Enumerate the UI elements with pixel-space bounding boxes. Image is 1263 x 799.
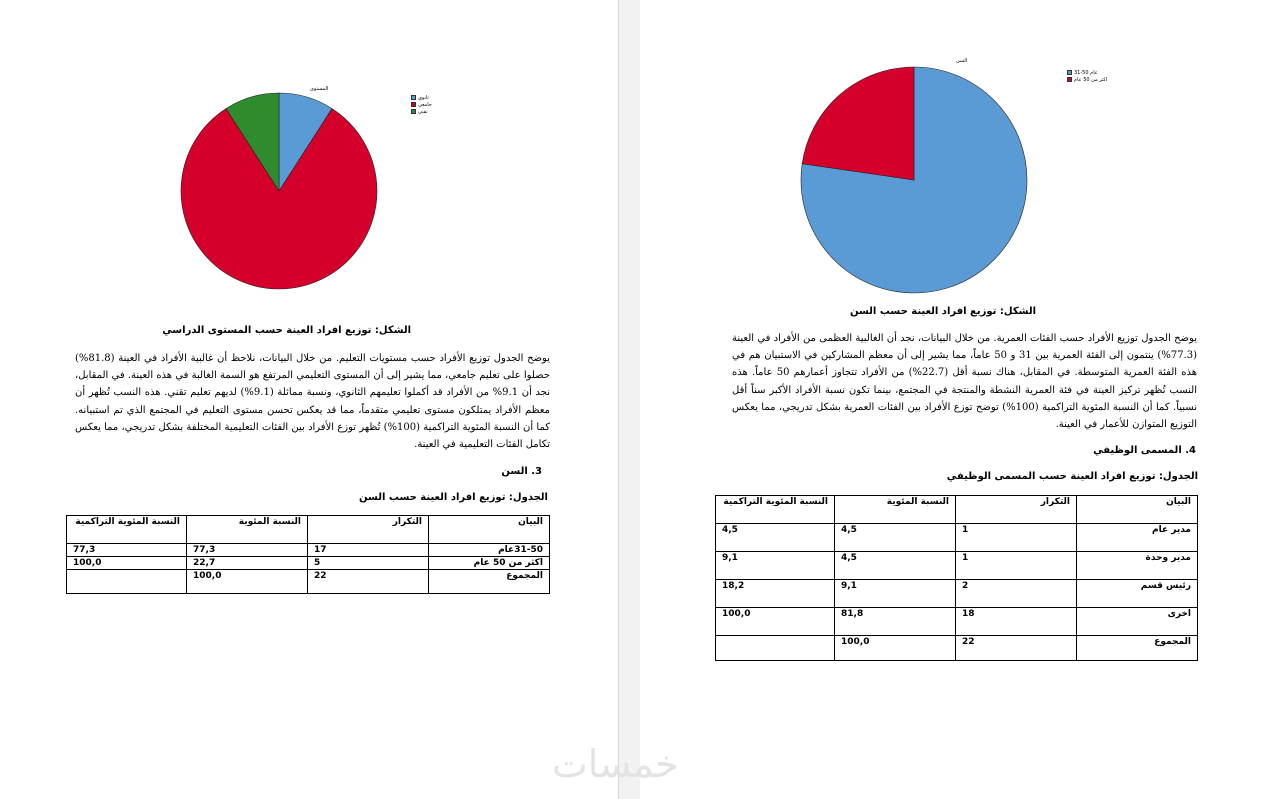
legend-item xyxy=(411,108,432,115)
table-cell: 9,1 xyxy=(835,580,956,608)
job-title-table xyxy=(715,495,1198,661)
table-header-row xyxy=(716,496,1198,524)
table-cell: 31-50عام xyxy=(429,544,550,557)
legend-swatch xyxy=(1067,70,1072,75)
table-header-cell: النسبة المئوية xyxy=(187,516,308,544)
table-row xyxy=(716,608,1198,636)
education-pie-chart xyxy=(180,92,378,290)
document-page-right xyxy=(640,0,1263,799)
table-cell: 100,0 xyxy=(835,636,956,661)
table-cell: 1 xyxy=(956,524,1077,552)
figure-caption: الشكل: توزيع افراد العينة حسب السن xyxy=(849,306,1036,317)
table-header-cell: التكرار xyxy=(956,496,1077,524)
table-cell: 4,5 xyxy=(716,524,835,552)
chart-legend xyxy=(1067,69,1107,83)
table-cell: 77,3 xyxy=(67,544,187,557)
age-pie-chart xyxy=(800,66,1028,294)
legend-label: جامعي xyxy=(418,101,432,108)
table-row xyxy=(716,636,1198,661)
table-cell: 18,2 xyxy=(716,580,835,608)
table-row xyxy=(67,570,550,594)
table-header-cell: النسبة المئوية xyxy=(835,496,956,524)
legend-item xyxy=(1067,76,1107,83)
table-cell: 81,8 xyxy=(835,608,956,636)
table-cell: 17 xyxy=(308,544,429,557)
figure-caption: الشكل: توزيع افراد العينة حسب المستوى الدراسي xyxy=(162,325,411,336)
table-cell: 1 xyxy=(956,552,1077,580)
table-caption: الجدول: توزيع افراد العينة حسب المسمى الوظيفي xyxy=(946,471,1198,482)
table-row xyxy=(716,552,1198,580)
table-header-cell: النسبة المئوية التراكمية xyxy=(716,496,835,524)
table-cell: مدير عام xyxy=(1077,524,1198,552)
legend-label: اكثر من 50 عام xyxy=(1074,76,1108,83)
table-row xyxy=(716,524,1198,552)
legend-label: 31-50 عام xyxy=(1074,69,1098,76)
table-cell: رئيس قسم xyxy=(1077,580,1198,608)
section-heading: 3. السن xyxy=(501,466,542,477)
table-cell: 100,0 xyxy=(187,570,308,594)
legend-item xyxy=(411,94,432,101)
table-cell: 4,5 xyxy=(835,552,956,580)
legend-item xyxy=(411,101,432,108)
table-row xyxy=(67,557,550,570)
chart-title: السن xyxy=(956,58,968,64)
page-gutter xyxy=(618,0,642,799)
table-header-cell: التكرار xyxy=(308,516,429,544)
table-cell: 100,0 xyxy=(67,557,187,570)
table-header-row xyxy=(67,516,550,544)
chart-legend xyxy=(411,94,432,115)
table-header-cell: البيان xyxy=(429,516,550,544)
section-heading: 4. المسمى الوظيفي xyxy=(1093,445,1196,456)
table-row xyxy=(716,580,1198,608)
table-cell: 77,3 xyxy=(187,544,308,557)
watermark-logo: خمسات xyxy=(552,742,679,786)
body-paragraph: يوضح الجدول توزيع الأفراد حسب مستويات التعليم. من خلال البيانات، نلاحظ أن غالبية الأفراد في العينة (81.8%) حصلوا على تعليم جامعي، مما يشير إلى أن المستوى التعليمي المرتفع هو السمة الغالبة في هذه العينة. في المقابل، نجد أن 9.1% من الأفراد قد أكملوا تعليمهم الثانوي، ونسبة مماثلة (9.1%) لديهم تعليم تقني. هذه النسب تُظهر أن معظم الأفراد يمتلكون مستوى تعليمي متقدماً، مما قد يعكس تحسن مستوى التعليم في المجتمع الذي تم استبيانه. كما أن النسبة المئوية التراكمية (100%) تُظهر توزع الأفراد بين الفئات التعليمية المختلفة بشكل تدريجي، مما يعكس تكامل الفئات التعليمية في العينة. xyxy=(75,353,550,451)
table-cell: المجموع xyxy=(1077,636,1198,661)
pie-slice-2 xyxy=(802,67,914,180)
table-cell: 4,5 xyxy=(835,524,956,552)
table-header-cell: النسبة المئوية التراكمية xyxy=(67,516,187,544)
table-cell: 22 xyxy=(308,570,429,594)
legend-item xyxy=(1067,69,1107,76)
table-cell xyxy=(67,570,187,594)
legend-swatch xyxy=(411,109,416,114)
legend-label: تقني xyxy=(418,108,428,115)
table-cell: 18 xyxy=(956,608,1077,636)
table-cell: 100,0 xyxy=(716,608,835,636)
table-cell: مدير وحدة xyxy=(1077,552,1198,580)
document-page-left xyxy=(0,0,618,799)
table-header-cell: البيان xyxy=(1077,496,1198,524)
table-cell: 22 xyxy=(956,636,1077,661)
table-caption: الجدول: توزيع افراد العينة حسب السن xyxy=(359,492,548,503)
chart-title: المستوى xyxy=(310,86,329,92)
legend-swatch xyxy=(1067,77,1072,82)
table-cell: اكثر من 50 عام xyxy=(429,557,550,570)
table-row xyxy=(67,544,550,557)
table-cell: اخرى xyxy=(1077,608,1198,636)
legend-swatch xyxy=(411,95,416,100)
table-cell: 22,7 xyxy=(187,557,308,570)
body-paragraph: يوضح الجدول توزيع الأفراد حسب الفئات العمرية. من خلال البيانات، نجد أن الغالبية العظمى من الأفراد في العينة (77.3%) ينتمون إلى الفئة العمرية بين 31 و 50 عاماً، مما يشير إلى أن معظم المشاركين في الاستبيان هم في هذه الفئة العمرية المتوسطة. في المقابل، هناك نسبة أقل (22.7%) من الأفراد تتجاوز أعمارهم 50 عاماً. هذه النسب تُظهر تركيز العينة في فئة العمرية النشطة والمنتجة في المجتمع، بينما تكون نسبة الأفراد الأكبر سناً أقل نسبياً. كما أن النسبة المئوية التراكمية (100%) توضح توزع الأفراد بين الفئات العمرية بشكل تدريجي، مما يعكس التوزيع المتوازن للأعمار في العينة. xyxy=(732,333,1198,431)
table-cell: 2 xyxy=(956,580,1077,608)
table-cell: المجموع xyxy=(429,570,550,594)
legend-label: ثانوي xyxy=(418,94,429,101)
table-cell xyxy=(716,636,835,661)
table-cell: 9,1 xyxy=(716,552,835,580)
table-cell: 5 xyxy=(308,557,429,570)
age-table xyxy=(66,515,550,594)
legend-swatch xyxy=(411,102,416,107)
